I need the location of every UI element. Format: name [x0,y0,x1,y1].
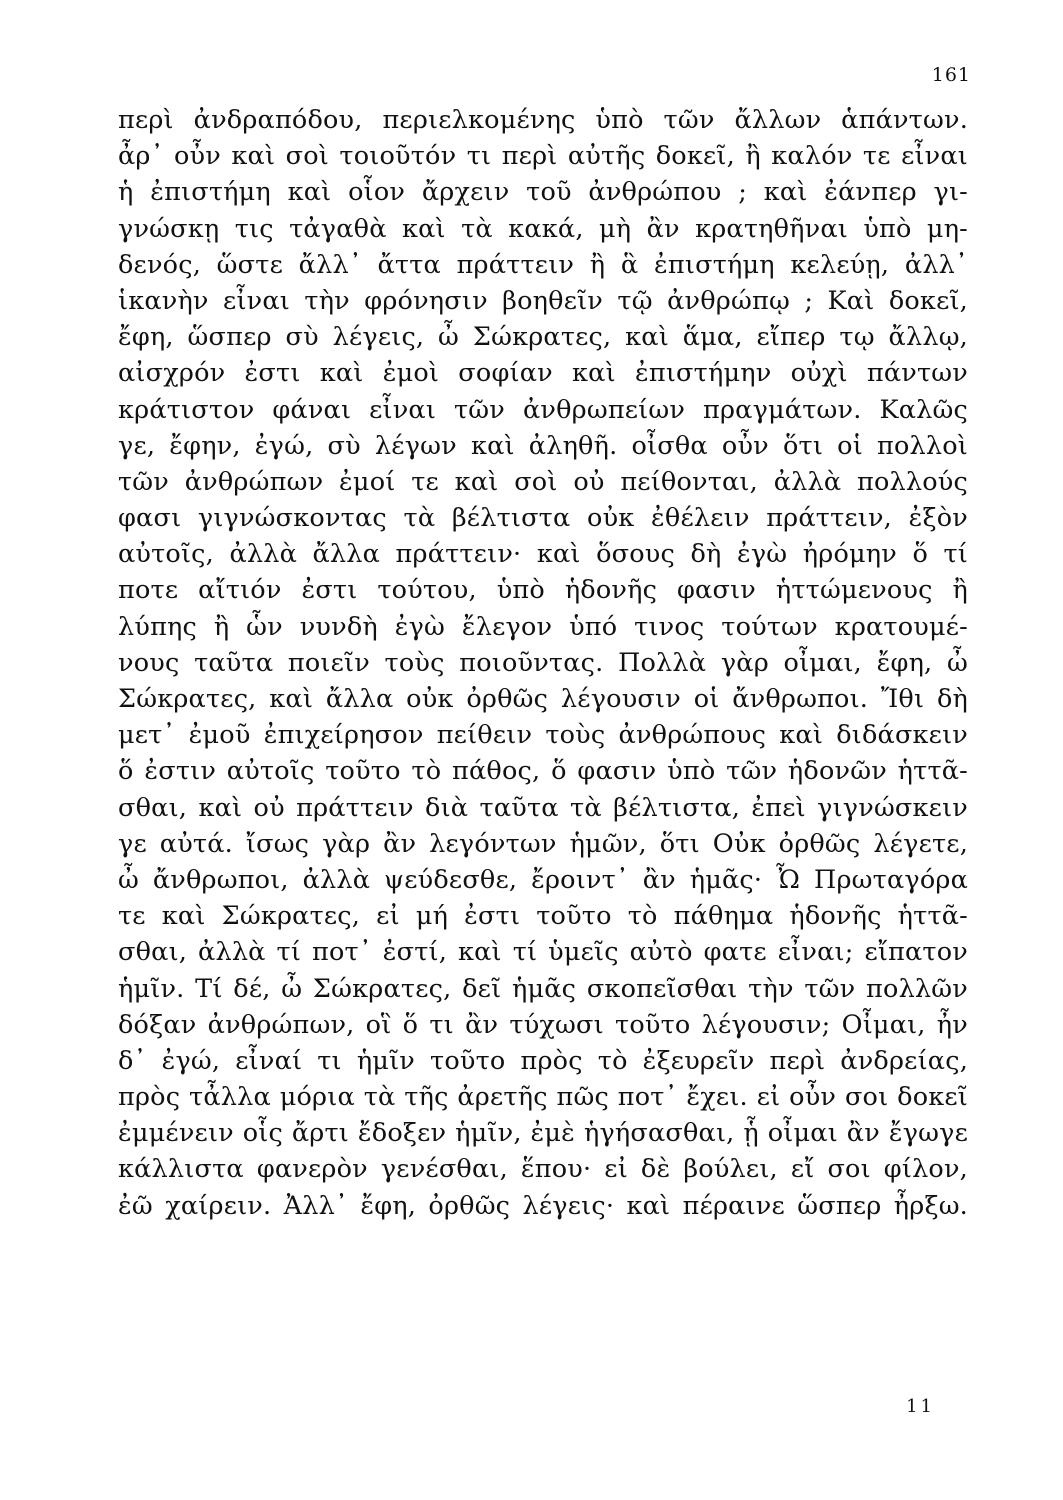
text-line: λύπης ἢ ὧν νυνδὴ ἐγὼ ἔλεγον ὑπό τινος τούτων κρατουμέ- [118,611,968,642]
text-line: νους ταῦτα ποιεῖν τοὺς ποιοῦντας. Πολλὰ γὰρ οἶμαι, ἔφη, ὦ [118,647,968,678]
text-line: τῶν ἀνθρώπων ἐμοί τε καὶ σοὶ οὐ πείθονται, ἀλλὰ πολλούς [118,466,968,497]
text-line: αὐτοῖς, ἀλλὰ ἄλλα πράττειν· καὶ ὅσους δὴ ἐγὼ ἠρόμην ὅ τί [118,539,968,570]
text-line: γε, ἔφην, ἐγώ, σὺ λέγων καὶ ἀληθῆ. οἶσθα οὖν ὅτι οἱ πολλοὶ [118,430,968,461]
text-line: ἐμμένειν οἷς ἄρτι ἔδοξεν ἡμῖν, ἐμὲ ἡγήσασθαι, ᾗ οἶμαι ἂν ἔγωγε [118,1118,968,1149]
signature-mark: 11 [906,1396,935,1417]
text-line: περὶ ἀνδραπόδου, περιελκομένης ὑπὸ τῶν ἄλλων ἁπάντων. [118,105,968,135]
text-line: δόξαν ἀνθρώπων, οἳ ὅ τι ἂν τύχωσι τοῦτο λέγουσιν; Οἶμαι, ἦν [118,1009,968,1040]
text-line: ἔφη, ὥσπερ σὺ λέγεις, ὦ Σώκρατες, καὶ ἅμα, εἴπερ τῳ ἄλλῳ, [118,322,968,353]
text-line: μετ᾽ ἐμοῦ ἐπιχείρησον πείθειν τοὺς ἀνθρώπους καὶ διδάσκειν [118,720,968,751]
text-line: ἱκανὴν εἶναι τὴν φρόνησιν βοηθεῖν τῷ ἀνθρώπῳ ; Καὶ δοκεῖ, [118,285,968,316]
text-line: τε καὶ Σώκρατες, εἰ μή ἐστι τοῦτο τὸ πάθημα ἡδονῆς ἡττᾶ- [118,901,968,932]
text-line: σθαι, καὶ οὐ πράττειν διὰ ταῦτα τὰ βέλτιστα, ἐπεὶ γιγνώσκειν [118,792,968,823]
text-line: ἡμῖν. Τί δέ, ὦ Σώκρατες, δεῖ ἡμᾶς σκοπεῖσθαι τὴν τῶν πολλῶν [118,973,968,1004]
text-line: κράτιστον φάναι εἶναι τῶν ἀνθρωπείων πραγμάτων. Καλῶς [118,394,968,425]
text-line: δ᾽ ἐγώ, εἶναί τι ἡμῖν τοῦτο πρὸς τὸ ἐξευρεῖν περὶ ἀνδρείας, [118,1045,968,1076]
text-line: ποτε αἴτιόν ἐστι τούτου, ὑπὸ ἡδονῆς φασιν ἡττώμενους ἢ [118,575,968,606]
text-line: φασι γιγνώσκοντας τὰ βέλτιστα οὐκ ἐθέλειν πράττειν, ἐξὸν [118,503,968,534]
text-line: ἆρ᾽ οὖν καὶ σοὶ τοιοῦτόν τι περὶ αὐτῆς δοκεῖ, ἢ καλόν τε εἶναι [118,141,968,172]
text-line: δενός, ὥστε ἄλλ᾽ ἄττα πράττειν ἢ ἃ ἐπιστήμη κελεύῃ, ἀλλ᾽ [118,249,968,280]
text-line: κάλλιστα φανερὸν γενέσθαι, ἕπου· εἰ δὲ βούλει, εἴ σοι φίλον, [118,1154,968,1185]
text-line: ὅ ἐστιν αὐτοῖς τοῦτο τὸ πάθος, ὅ φασιν ὑπὸ τῶν ἡδονῶν ἡττᾶ- [118,756,968,787]
text-line: αἰσχρόν ἐστι καὶ ἐμοὶ σοφίαν καὶ ἐπιστήμην οὐχὶ πάντων [118,358,968,389]
text-line: πρὸς τἆλλα μόρια τὰ τῆς ἀρετῆς πῶς ποτ᾽ ἔχει. εἰ οὖν σοι δοκεῖ [118,1082,968,1113]
text-line: ὦ ἄνθρωποι, ἀλλὰ ψεύδεσθε, ἔροιντ᾽ ἂν ἡμᾶς· Ὦ Πρωταγόρα [118,864,968,895]
text-line: γνώσκῃ τις τἀγαθὰ καὶ τὰ κακά, μὴ ἂν κρατηθῆναι ὑπὸ μη- [118,213,968,244]
text-line: Σώκρατες, καὶ ἄλλα οὐκ ὀρθῶς λέγουσιν οἱ ἄνθρωποι. Ἴθι δὴ [118,684,968,714]
body-text [118,102,968,1224]
text-line: ἡ ἐπιστήμη καὶ οἷον ἄρχειν τοῦ ἀνθρώπου ; καὶ ἐάνπερ γι- [118,177,968,208]
page-number: 161 [931,64,971,86]
text-line: σθαι, ἀλλὰ τί ποτ᾽ ἐστί, καὶ τί ὑμεῖς αὐτὸ φατε εἶναι; εἴπατον [118,937,968,968]
text-line: ἐῶ χαίρειν. Ἀλλ᾽ ἔφη, ὀρθῶς λέγεις· καὶ πέραινε ὥσπερ ἦρξω. [118,1190,968,1221]
text-line: γε αὐτά. ἴσως γὰρ ἂν λεγόντων ἡμῶν, ὅτι Οὐκ ὀρθῶς λέγετε, [118,828,968,859]
